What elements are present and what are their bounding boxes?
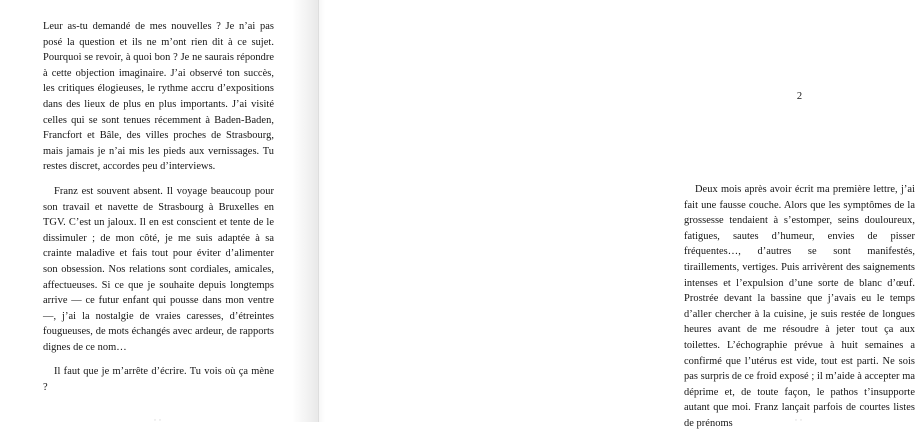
- paragraph-closing-line: Il faut que je m’arrête d’écrire. Tu vois où ça mène ?: [43, 366, 274, 394]
- left-page-number-cutoff: ··: [153, 415, 164, 425]
- right-page-number-cutoff: ··: [794, 415, 805, 425]
- chapter-number: 2: [796, 91, 803, 102]
- right-page[interactable]: [319, 0, 915, 429]
- paragraph-franz: Franz est souvent absent. Il voyage beaucoup pour son travail et navette de Strasbourg à Bruxelles en TGV. C’est un jaloux. Il en est conscient et tente de le dissimuler ; de mon côté, je me suis adaptée à sa crainte maladive et fais tout pour éviter d’alimenter son obsession. Nos relations sont cordiales, amicales, affectueuses. Si ce que je souhaite depuis longtemps arrive — ce futur enfant qui pousse dans mon ventre —, j’ai la nostalgie de vraies caresses, d’étreintes fougueuses, de mots échangés avec ardeur, de rapports dignes de ce nom…: [43, 185, 274, 353]
- left-page-text: [43, 19, 274, 396]
- right-page-text: [684, 182, 915, 432]
- paragraph-deux-mois: Deux mois après avoir écrit ma première lettre, j’ai fait une fausse couche. Alors que les symptômes de la grossesse tendaient à s’estomper, seins douloureux, fatigues, sautes d’humeur, envies de pisser fréquentes…, d’autres se sont manifestés, tiraillements, vertiges. Puis arrivèrent des saignements intenses et l’expulsion d’une sorte de blanc d’œuf. Prostrée devant la bassine que j’avais eu le temps d’aller chercher à la cuisine, je suis restée de longues heures avant de me résoudre à jeter tout ça aux toilettes. L’échographie prévue à huit semaines a confirmé que l’utérus est vide, tout est parti. Ne sois pas surpris de ce froid exposé ; il m’aide à accepter ma déprime et, de toute façon, le pathos t’insupporte autant que moi. Franz lançait parfois de courtes listes de prénoms: [684, 184, 915, 429]
- left-page[interactable]: [0, 0, 318, 425]
- paragraph-letter-continuation: Leur as-tu demandé de mes nouvelles ? Je n’ai pas posé la question et ils ne m’ont rien dit à ce sujet. Pourquoi se revoir, à quoi bon ? Je ne saurais répondre à cette objection imaginaire. J’ai observé ton succès, les critiques élogieuses, le rythme accru d’expositions dans des lieux de plus en plus importants. J’ai visité celles qui se sont tenues récemment à Baden-Baden, Francfort et Bâle, des villes proches de Strasbourg, mais jamais je n’ai mis les pieds aux vernissages. Tu restes discret, accordes peu d’interviews.: [43, 21, 274, 173]
